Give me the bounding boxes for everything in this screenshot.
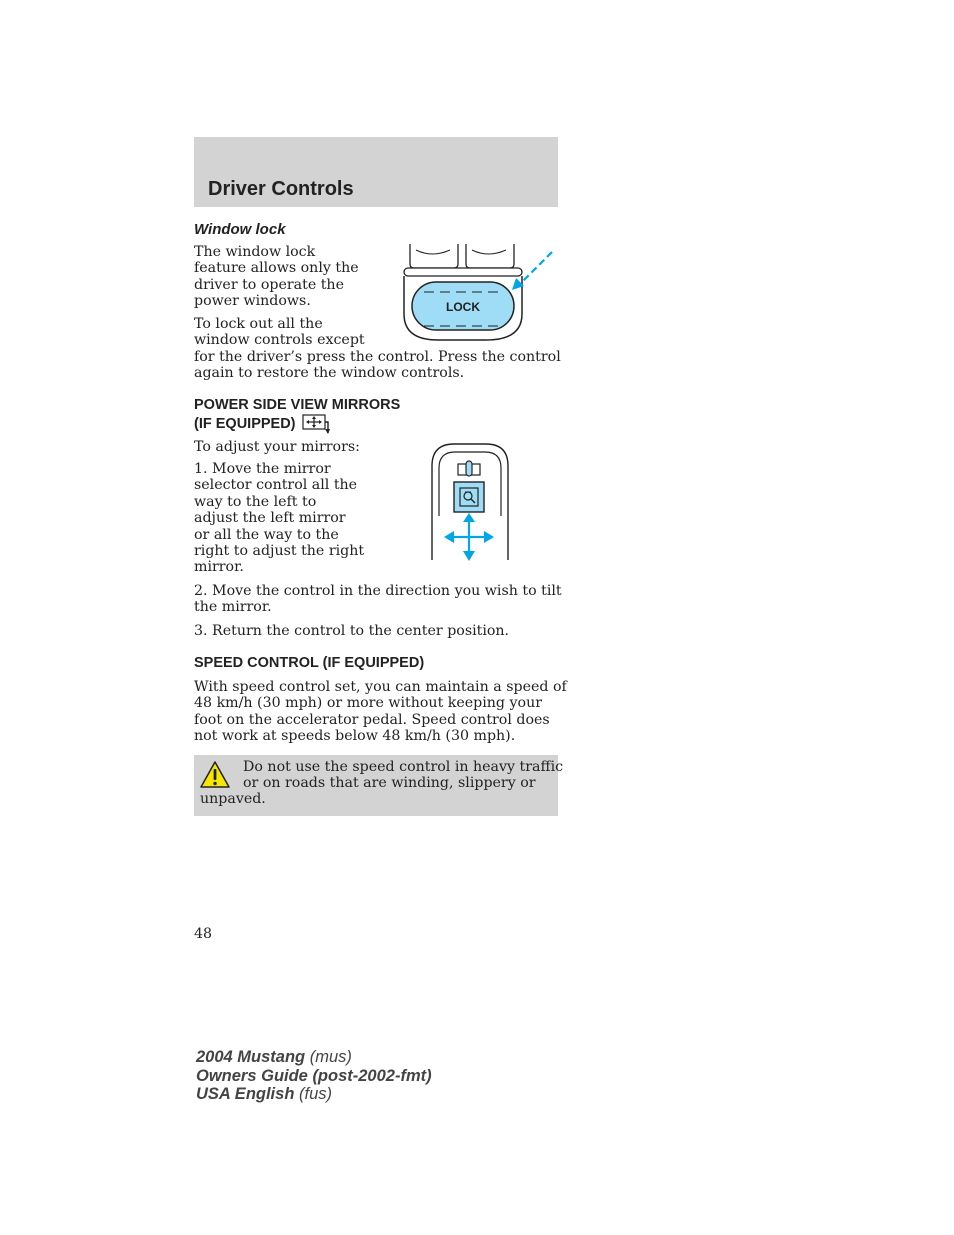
text-line: again to restore the window controls.: [194, 365, 465, 382]
text-line: foot on the accelerator pedal. Speed control does: [194, 711, 550, 728]
mirrors-step2: [194, 583, 562, 616]
mirror-adjust-icon: [302, 414, 330, 434]
warning-triangle-icon: [199, 760, 231, 790]
window-lock-heading: Window lock: [194, 221, 286, 238]
mirrors-intro: To adjust your mirrors:: [194, 439, 360, 455]
footer-model-code: (mus): [309, 1048, 352, 1066]
text-line: or all the way to the: [194, 526, 339, 543]
text-line: adjust the left mirror: [194, 510, 346, 527]
text-line: driver to operate the: [194, 276, 344, 293]
text-line: right to adjust the right: [194, 543, 365, 560]
text-line: The window lock: [194, 244, 316, 260]
text-line: 1. Move the mirror: [194, 461, 331, 477]
footer-guide: Owners Guide (post-2002-fmt): [196, 1067, 432, 1085]
page-number: 48: [194, 926, 213, 942]
text-line: the mirror.: [194, 599, 272, 616]
window-lock-illustration: [398, 244, 558, 344]
text-line: With speed control set, you can maintain a speed of: [194, 679, 567, 695]
text-line: power windows.: [194, 293, 311, 310]
footer-line1: [196, 1048, 352, 1067]
warning-line3: unpaved.: [200, 791, 266, 807]
mirrors-heading: [194, 396, 400, 434]
window-lock-para1: [194, 244, 359, 310]
footer-language: USA English: [196, 1085, 295, 1103]
footer-language-code: (fus): [299, 1085, 332, 1103]
text-line: mirror.: [194, 559, 244, 576]
speed-control-heading: SPEED CONTROL (IF EQUIPPED): [194, 655, 425, 671]
mirrors-heading-line2-row: [194, 414, 400, 434]
lock-button-label: LOCK: [446, 300, 480, 314]
text-line: feature allows only the: [194, 260, 359, 277]
text-line: way to the left to: [194, 493, 317, 510]
text-line: 48 km/h (30 mph) or more without keeping your: [194, 695, 542, 712]
mirrors-step3: 3. Return the control to the center position.: [194, 623, 510, 639]
footer-line2: [196, 1067, 432, 1086]
mirrors-heading-line2: (IF EQUIPPED): [194, 416, 296, 432]
text-line: not work at speeds below 48 km/h (30 mph).: [194, 728, 516, 745]
text-line: 2. Move the control in the direction you wish to tilt: [194, 583, 562, 599]
footer-line3: [196, 1085, 332, 1104]
speed-control-body: [194, 679, 567, 745]
warning-line1: Do not use the speed control in heavy traffic: [243, 759, 564, 775]
mirrors-heading-line1: POWER SIDE VIEW MIRRORS: [194, 397, 401, 413]
warning-line2: or on roads that are winding, slippery or: [243, 775, 536, 791]
footer-model: 2004 Mustang: [196, 1048, 306, 1066]
text-line: window controls except: [194, 332, 365, 349]
section-title: Driver Controls: [208, 178, 354, 200]
mirrors-step1: [194, 461, 364, 576]
mirror-control-illustration: [428, 440, 512, 564]
text-line: selector control all the: [194, 477, 358, 494]
text-line: To lock out all the: [194, 316, 323, 332]
text-line: for the driver’s press the control. Press the control: [194, 348, 561, 365]
